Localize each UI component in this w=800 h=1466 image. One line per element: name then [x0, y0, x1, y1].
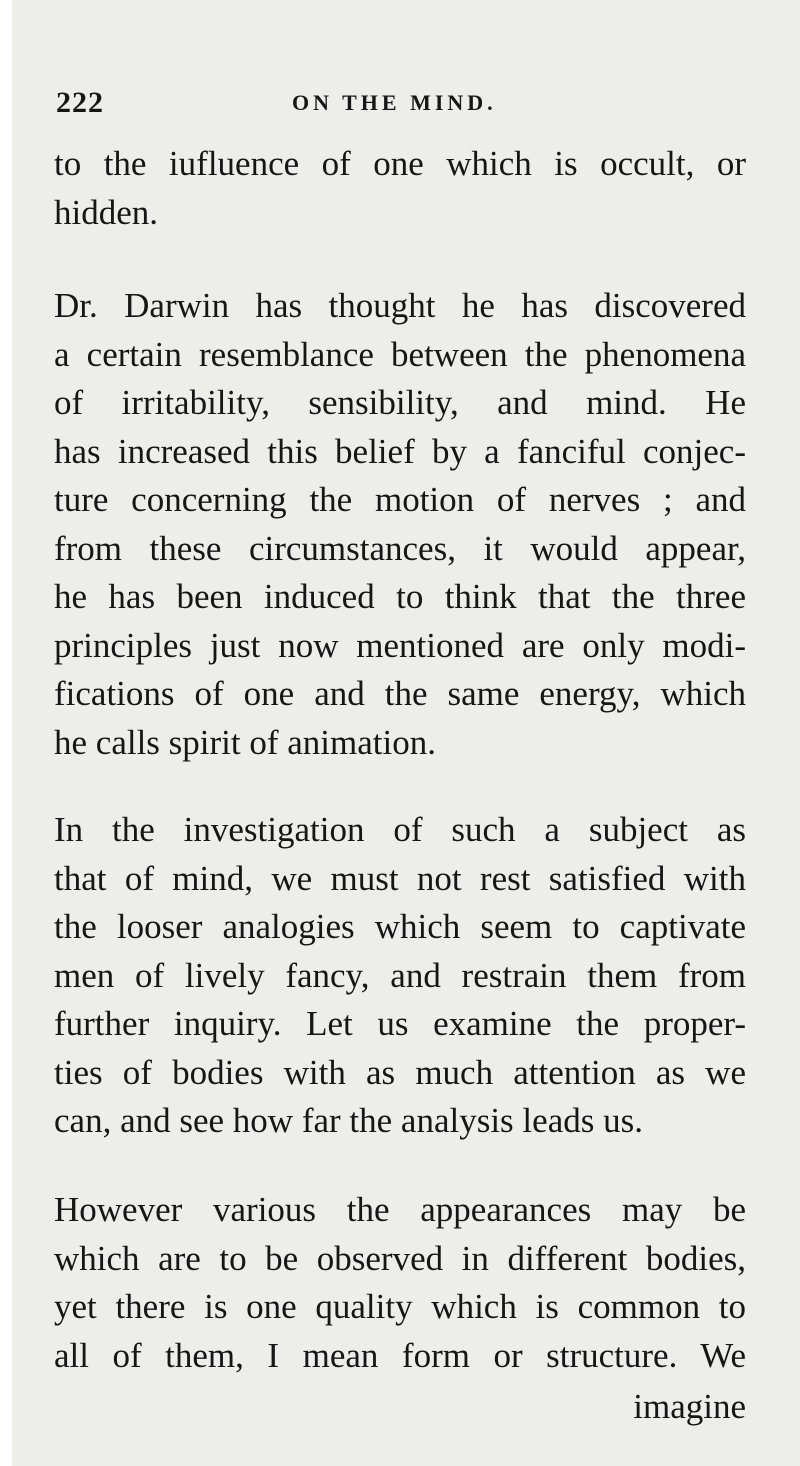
text-line: to the iufluence of one which is occult, or: [54, 144, 746, 183]
paragraph-4: [54, 1186, 746, 1380]
paragraph-1: [54, 140, 746, 237]
text-line: ture concerning the motion of nerves ; and: [54, 480, 746, 519]
text-line: from these circumstances, it would appear,: [54, 528, 746, 568]
text-line: he calls spirit of animation.: [54, 722, 436, 762]
text-line: principles just now mentioned are only modi-: [54, 625, 746, 665]
text-line: he has been induced to think that the three: [54, 577, 746, 616]
catchword-block: [54, 1383, 746, 1432]
running-title: ON THE MIND.: [292, 90, 497, 115]
text-line: In the investigation of such a subject as: [54, 810, 746, 849]
page-header: [56, 86, 746, 126]
text-line: However various the appearances may be: [54, 1190, 746, 1229]
text-line: that of mind, we must not rest satisfied with: [54, 858, 746, 898]
text-line: a certain resemblance between the phenomena: [54, 334, 746, 374]
text-line: the looser analogies which seem to captivate: [54, 907, 746, 946]
catchword: imagine: [633, 1387, 746, 1426]
text-line: can, and see how far the analysis leads us.: [54, 1101, 643, 1140]
page-number: 222: [56, 86, 104, 119]
text-line: men of lively fancy, and restrain them from: [54, 955, 746, 995]
paragraph-3: [54, 806, 746, 1146]
text-line: Dr. Darwin has thought he has discovered: [54, 286, 746, 325]
page-left-edge: [0, 0, 12, 1466]
text-line: yet there is one quality which is common to: [54, 1287, 746, 1326]
text-line: fications of one and the same energy, which: [54, 674, 746, 713]
text-line: hidden.: [54, 192, 159, 232]
text-line: further inquiry. Let us examine the proper-: [54, 1004, 746, 1043]
paragraph-2: [54, 282, 746, 767]
text-line: ties of bodies with as much attention as we: [54, 1052, 746, 1092]
text-line: all of them, I mean form or structure. We: [54, 1335, 746, 1375]
text-line: of irritability, sensibility, and mind. He: [54, 383, 746, 422]
text-line: which are to be observed in different bodies,: [54, 1238, 746, 1278]
text-line: has increased this belief by a fanciful conjec-: [54, 431, 746, 471]
